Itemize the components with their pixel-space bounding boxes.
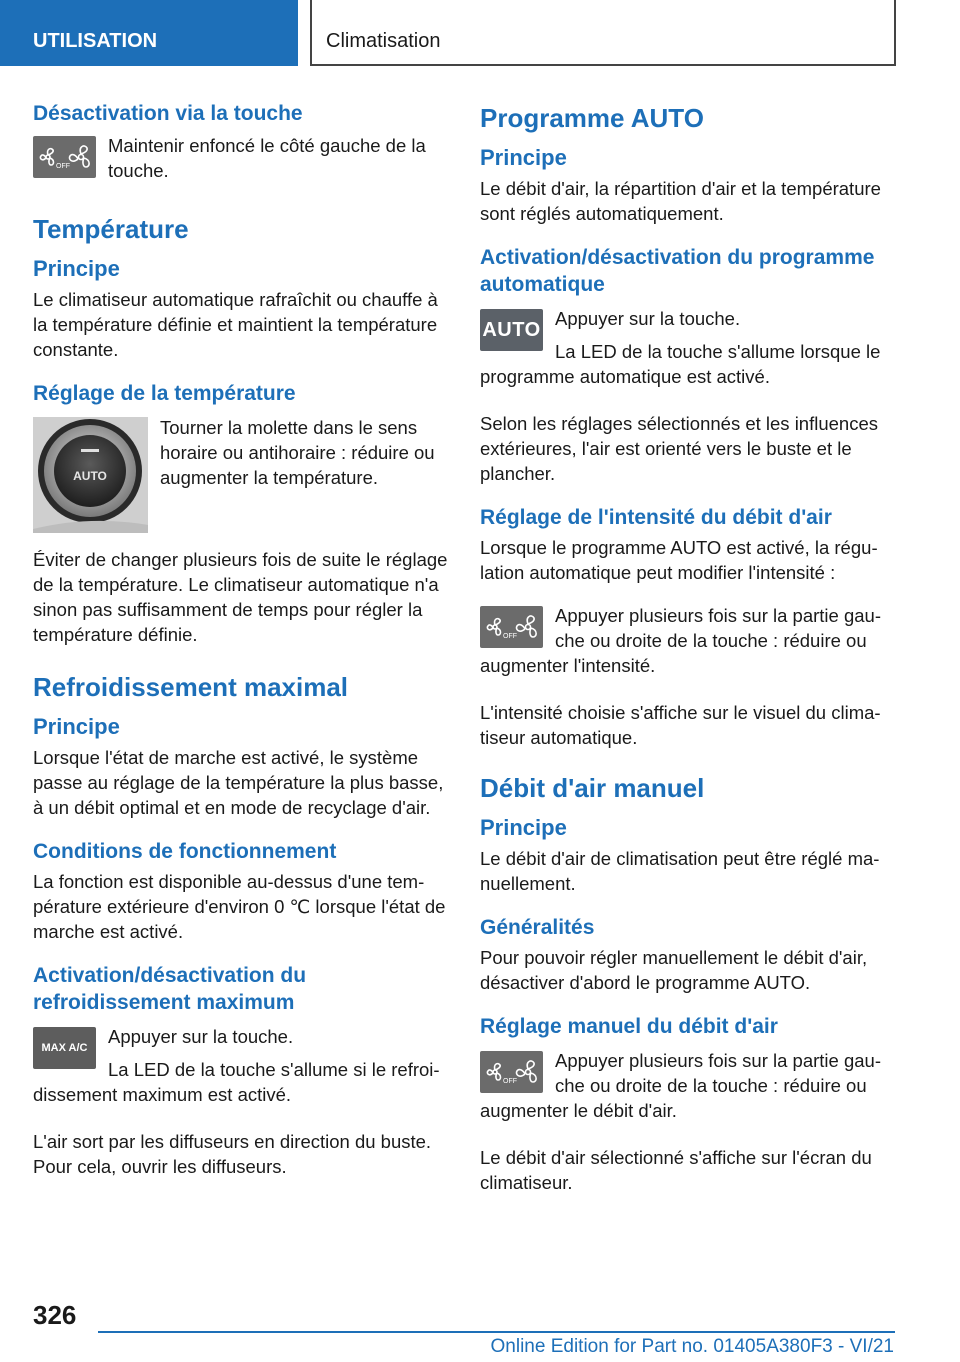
reglage-note: Éviter de changer plusieurs fois de suite le réglage de la température. Le climatiseur automatique n'a sinon pas suffisamment de temps pour régler la température définie. — [33, 549, 448, 645]
fan-off-button-icon — [33, 136, 96, 178]
auto-text-1: Appuyer sur la touche. — [555, 308, 741, 329]
temperature-knob-image — [33, 417, 148, 533]
intensite-text-2: Appuyer plusieurs fois sur la partie gauche ou droite de la touche : réduire ou augmenter l'intensité. — [480, 605, 881, 676]
heading-intensite: Réglage de l'intensité du débit d'air — [480, 506, 832, 529]
heading-activation-refroidissement: Activation/désactivation du refroidissement maximum — [33, 964, 307, 1014]
edition-note: Online Edition for Part no. 01405A380F3 - VI/21 — [490, 1336, 894, 1357]
page-number: 326 — [33, 1300, 77, 1330]
auto-button-icon: AUTO — [480, 309, 543, 351]
heading-conditions: Conditions de fonctionnement — [33, 840, 337, 863]
max-ac-button-icon: MAX A/C — [33, 1027, 96, 1069]
right-column — [480, 100, 895, 1213]
reglage-manuel-block — [480, 1048, 895, 1131]
page-header — [0, 0, 960, 66]
conditions-text: La fonction est disponible au-dessus d'une température extérieure d'environ 0 ℃ lorsque l'état de marche est activé. — [33, 871, 446, 942]
refroidissement-principe-text: Lorsque l'état de marche est activé, le système passe au réglage de la température la plus basse, à un débit optimal et en mode de recyclage d'air. — [33, 747, 444, 818]
heading-generalites: Généralités — [480, 916, 595, 939]
intensite-text-1: Lorsque le programme AUTO est activé, la régulation automatique peut modifier l'intensité : — [480, 537, 878, 583]
heading-auto-principe: Principe — [480, 145, 567, 170]
svg-text:OFF: OFF — [55, 163, 70, 170]
footer-divider — [98, 1331, 895, 1333]
heading-reglage-temperature: Réglage de la température — [33, 382, 296, 405]
heading-refroidissement: Refroidissement maximal — [33, 672, 349, 702]
maxac-text-3: L'air sort par les diffuseurs en direction du buste. Pour cela, ouvrir les diffuseurs. — [33, 1131, 432, 1177]
knob-auto-label: AUTO — [73, 469, 107, 483]
heading-temperature-principe: Principe — [33, 256, 120, 281]
heading-reglage-manuel: Réglage manuel du débit d'air — [480, 1015, 778, 1038]
heading-desactivation: Désactivation via la touche — [33, 102, 303, 125]
chapter-title: Climatisation — [310, 0, 896, 66]
auto-block — [480, 306, 895, 397]
generalites-text: Pour pouvoir régler manuellement le débit d'air, désactiver d'abord le programme AUTO. — [480, 947, 868, 993]
auto-principe-text: Le débit d'air, la répartition d'air et la température sont réglés automatiquement. — [480, 178, 881, 224]
maxac-block — [33, 1024, 448, 1115]
desactivation-block — [33, 133, 448, 191]
heading-manuel-principe: Principe — [480, 815, 567, 840]
svg-text:OFF: OFF — [502, 633, 517, 640]
desactivation-text: Maintenir enfoncé le côté gauche de la touche. — [108, 135, 426, 181]
heading-debit-manuel: Débit d'air manuel — [480, 773, 705, 803]
temperature-principe-text: Le climatiseur automatique rafraîchit ou chauffe à la température définie et maintient la température constante. — [33, 289, 438, 360]
maxac-text-1: Appuyer sur la touche. — [108, 1026, 294, 1047]
fan-off-button-icon — [480, 606, 543, 648]
reglage-block — [33, 415, 448, 533]
heading-programme-auto: Programme AUTO — [480, 103, 704, 133]
intensite-block — [480, 603, 895, 686]
reglage-text: Tourner la molette dans le sens horaire ou antihoraire : réduire ou augmenter la température. — [160, 417, 435, 488]
reglage-manuel-text-2: Le débit d'air sélectionné s'affiche sur l'écran du climatiseur. — [480, 1147, 872, 1193]
auto-text-3: Selon les réglages sélectionnés et les influences extérieures, l'air est orienté vers le buste et le plancher. — [480, 413, 878, 484]
left-column — [33, 100, 448, 1197]
fan-off-button-icon — [480, 1051, 543, 1093]
heading-activation-auto: Activation/désactivation du programme automatique — [480, 246, 875, 296]
svg-text:OFF: OFF — [502, 1078, 517, 1085]
heading-temperature: Température — [33, 214, 189, 244]
section-tab: UTILISATION — [0, 0, 298, 66]
maxac-text-2: La LED de la touche s'allume si le refroidissement maximum est activé. — [33, 1059, 440, 1105]
heading-refroidissement-principe: Principe — [33, 714, 120, 739]
manuel-principe-text: Le débit d'air de climatisation peut être réglé manuellement. — [480, 848, 880, 894]
reglage-manuel-text-1: Appuyer plusieurs fois sur la partie gauche ou droite de la touche : réduire ou augmenter le débit d'air. — [480, 1050, 881, 1121]
auto-text-2: La LED de la touche s'allume lorsque le programme automatique est activé. — [480, 341, 881, 387]
intensite-text-3: L'intensité choisie s'affiche sur le visuel du climatiseur automatique. — [480, 702, 881, 748]
